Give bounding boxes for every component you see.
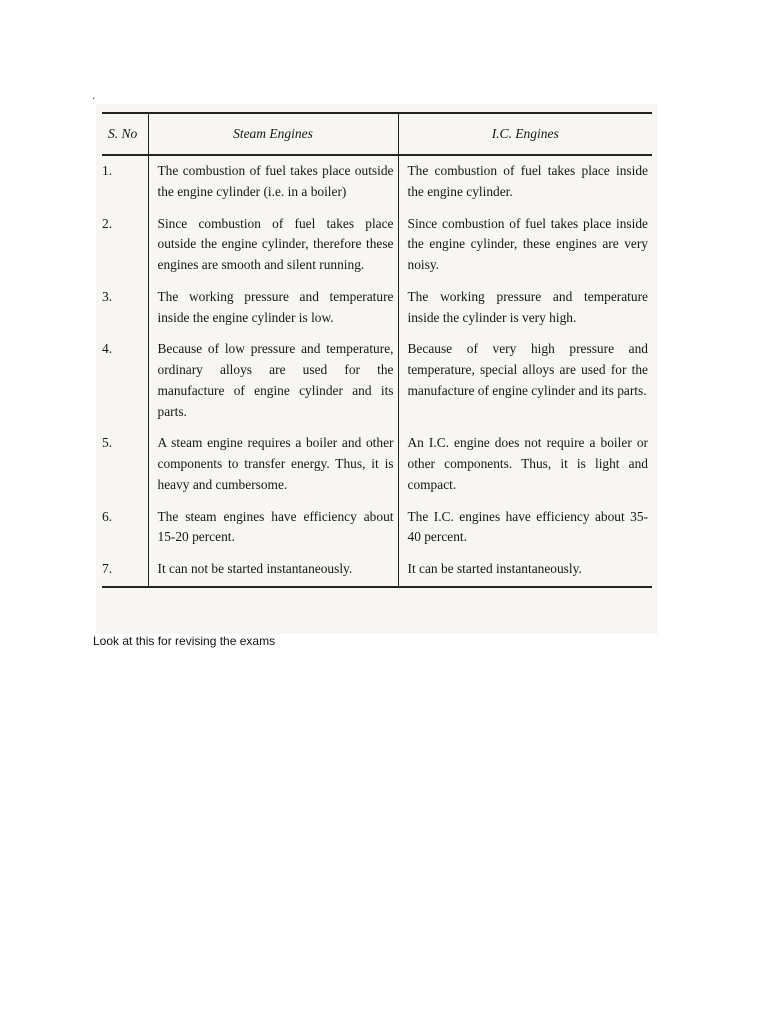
table-row xyxy=(102,502,652,555)
header-steam-engines: Steam Engines xyxy=(148,113,398,155)
ic-engine-cell: The I.C. engines have efficiency about 35-40 percent. xyxy=(398,502,652,555)
row-number: 7. xyxy=(102,554,148,587)
steam-engine-cell: A steam engine requires a boiler and other components to transfer energy. Thus, it is heavy and cumbersome. xyxy=(148,428,398,501)
table-row xyxy=(102,282,652,335)
table-row xyxy=(102,554,652,587)
row-number: 6. xyxy=(102,508,113,524)
ic-engine-cell: Since combustion of fuel takes place inside the engine cylinder, these engines are very noisy. xyxy=(398,209,652,282)
table-row xyxy=(102,334,652,428)
steam-engine-cell: The steam engines have efficiency about 15-20 percent. xyxy=(148,502,398,555)
table-row xyxy=(102,155,652,209)
ic-engine-cell: It can be started instantaneously. xyxy=(398,554,652,587)
ic-engine-cell: The combustion of fuel takes place inside the engine cylinder. xyxy=(398,155,652,209)
row-number: 4. xyxy=(102,341,113,357)
steam-engine-cell: Because of low pressure and temperature, ordinary alloys are used for the manufacture of engine cylinder and its parts. xyxy=(148,334,398,428)
row-number: 1. xyxy=(102,163,113,178)
ic-engine-cell: Because of very high pressure and temperature, special alloys are used for the manufacture of engine cylinder and its parts. xyxy=(398,334,652,428)
caption-text: Look at this for revising the exams xyxy=(93,634,276,648)
steam-engine-cell: It can not be started instantaneously. xyxy=(148,554,398,587)
ic-engine-cell: An I.C. engine does not require a boiler or other components. Thus, it is light and compact. xyxy=(398,428,652,501)
steam-engine-cell: The combustion of fuel takes place outside the engine cylinder (i.e. in a boiler) xyxy=(148,155,398,209)
table-body xyxy=(102,155,652,587)
row-number: 2. xyxy=(102,215,113,231)
scanned-table-image xyxy=(96,104,658,634)
row-number: 5. xyxy=(102,435,113,451)
table-row xyxy=(102,209,652,282)
header-ic-engines: I.C. Engines xyxy=(398,113,652,155)
row-number: 3. xyxy=(102,288,113,304)
table-row xyxy=(102,428,652,501)
ic-engine-cell: The working pressure and temperature inside the cylinder is very high. xyxy=(398,282,652,335)
header-sno: S. No xyxy=(102,113,148,155)
table-header-row xyxy=(102,113,652,155)
steam-engine-cell: Since combustion of fuel takes place outside the engine cylinder, therefore these engines are smooth and silent running. xyxy=(148,209,398,282)
comparison-table xyxy=(102,112,652,588)
stray-mark: . xyxy=(92,88,96,102)
steam-engine-cell: The working pressure and temperature inside the engine cylinder is low. xyxy=(148,282,398,335)
